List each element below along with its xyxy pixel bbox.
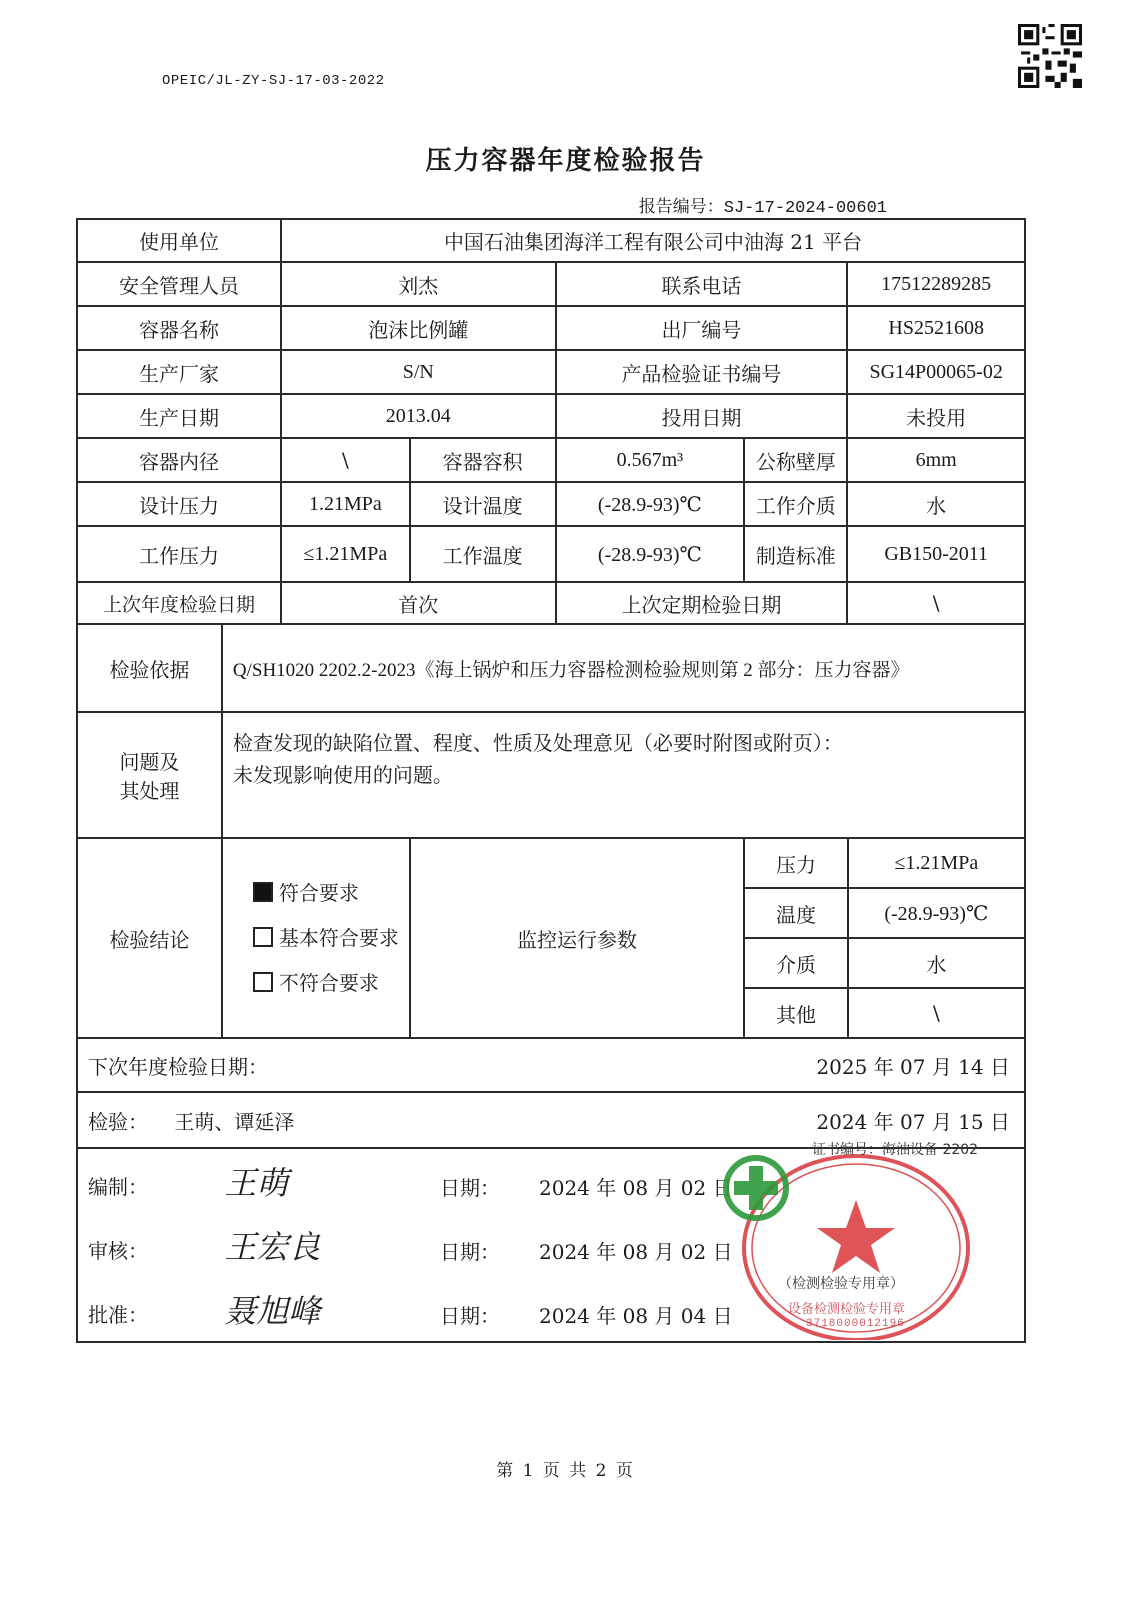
review-role: 审核：	[88, 1239, 148, 1263]
qr-code-icon	[1018, 24, 1082, 88]
safety-manager-label: 安全管理人员	[77, 262, 281, 306]
option-basically-meets[interactable]	[253, 916, 405, 961]
cert-no-value: SG14P00065-02	[847, 350, 1025, 394]
next-inspection-label: 下次年度检验日期：	[88, 1054, 268, 1079]
params-table	[745, 839, 1024, 1037]
last-annual-value: 首次	[281, 582, 555, 624]
document-code: OPEIC/JL-ZY-SJ-17-03-2022	[162, 73, 385, 89]
seal-cert-number: 证书编号：海油设备 2202	[812, 1142, 979, 1158]
approve-role: 批准：	[88, 1303, 148, 1327]
problem-label	[77, 712, 222, 838]
wall-thickness-value: 6mm	[847, 438, 1025, 482]
compile-date-label: 日期：	[440, 1176, 500, 1200]
volume-value: 0.567m³	[556, 438, 745, 482]
inner-diameter-label: 容器内径	[77, 438, 281, 482]
prod-date-value: 2013.04	[281, 394, 555, 438]
basis-value: Q/SH1020 2202.2-2023《海上锅炉和压力容器检测检验规则第 2 部分：压力容器》	[222, 624, 1025, 712]
work-temp-label: 工作温度	[410, 526, 556, 582]
monitor-params	[744, 838, 1025, 1038]
report-table	[76, 218, 1026, 1343]
signature-row-review	[77, 1213, 1025, 1277]
last-annual-label: 上次年度检验日期	[77, 582, 281, 624]
design-pressure-label: 设计压力	[77, 482, 281, 526]
review-signature: 王宏良	[224, 1228, 321, 1266]
param-pressure-label: 压力	[745, 839, 847, 888]
standard-value: GB150-2011	[847, 526, 1025, 582]
design-temp-label: 设计温度	[410, 482, 556, 526]
review-date: 2024 年 08 月 02 日	[539, 1240, 733, 1264]
problem-line-2: 未发现影响使用的问题。	[232, 763, 453, 787]
monitor-label: 监控运行参数	[410, 838, 745, 1038]
problem-line-1: 检查发现的缺陷位置、程度、性质及处理意见（必要时附图或附页）：	[232, 731, 843, 755]
param-temp-label: 温度	[745, 888, 847, 938]
page-title: 压力容器年度检验报告	[425, 146, 706, 176]
seal-sub-text: 设备检测检验专用章	[788, 1302, 906, 1317]
vessel-name-label: 容器名称	[77, 306, 281, 350]
safety-manager-value: 刘杰	[281, 262, 555, 306]
inner-diameter-value: \	[281, 438, 410, 482]
work-medium-value: 水	[847, 482, 1025, 526]
volume-label: 容器容积	[410, 438, 556, 482]
cert-no-label: 产品检验证书编号	[556, 350, 848, 394]
conclusion-options	[222, 838, 410, 1038]
phone-label: 联系电话	[556, 262, 848, 306]
inspector-names: 王萌、谭延泽	[174, 1109, 295, 1134]
compile-role: 编制：	[88, 1175, 148, 1199]
option-meets-label: 符合要求	[278, 880, 359, 905]
option-not-meets[interactable]	[253, 961, 405, 1006]
next-inspection-row	[77, 1038, 1025, 1092]
wall-thickness-label: 公称壁厚	[744, 438, 847, 482]
report-number	[639, 192, 887, 218]
param-pressure-value: ≤1.21MPa	[848, 839, 1024, 888]
problem-label-line-2: 其处理	[119, 779, 180, 803]
manufacturer-label: 生产厂家	[77, 350, 281, 394]
manufacturer-value: S/N	[281, 350, 555, 394]
report-number-value: SJ-17-2024-00601	[723, 199, 887, 218]
option-not-meets-label: 不符合要求	[278, 970, 379, 995]
report-number-label: 报告编号：	[638, 197, 724, 217]
seal-number: 3718000012196	[806, 1318, 905, 1330]
inspection-date: 2024 年 07 月 15 日	[816, 1109, 1010, 1134]
prod-date-label: 生产日期	[77, 394, 281, 438]
approve-date: 2024 年 08 月 04 日	[539, 1304, 733, 1328]
inspection-label: 检验：	[88, 1109, 148, 1134]
design-temp-value: (-28.9-93)℃	[556, 482, 745, 526]
compile-date: 2024 年 08 月 02 日	[539, 1176, 733, 1200]
checkbox-empty-icon[interactable]	[253, 927, 273, 947]
seal-center-text: （检测检验专用章）	[778, 1276, 904, 1292]
design-pressure-value: 1.21MPa	[281, 482, 410, 526]
problem-content	[222, 712, 1025, 838]
phone-value: 17512289285	[847, 262, 1025, 306]
factory-no-label: 出厂编号	[556, 306, 848, 350]
standard-label: 制造标准	[744, 526, 847, 582]
compile-signature: 王萌	[224, 1164, 289, 1202]
page-footer: 第 1 页 共 2 页	[496, 1461, 635, 1481]
approve-signature: 聂旭峰	[224, 1292, 321, 1330]
problem-label-line-1: 问题及	[119, 750, 180, 774]
work-medium-label: 工作介质	[744, 482, 847, 526]
option-basically-meets-label: 基本符合要求	[278, 925, 399, 950]
param-temp-value: (-28.9-93)℃	[848, 888, 1024, 938]
conclusion-label: 检验结论	[77, 838, 222, 1038]
param-other-label: 其他	[745, 988, 847, 1037]
param-other-value: \	[932, 1001, 940, 1025]
param-medium-value: 水	[848, 938, 1024, 988]
factory-no-value: HS2521608	[847, 306, 1025, 350]
basis-label: 检验依据	[77, 624, 222, 712]
next-inspection-date: 2025 年 07 月 14 日	[816, 1054, 1010, 1079]
approve-date-label: 日期：	[440, 1304, 500, 1328]
option-meets[interactable]	[253, 871, 405, 916]
work-pressure-value: ≤1.21MPa	[281, 526, 410, 582]
user-unit-label: 使用单位	[77, 219, 281, 262]
work-pressure-label: 工作压力	[77, 526, 281, 582]
last-periodic-label: 上次定期检验日期	[556, 582, 848, 624]
last-periodic-value: \	[847, 582, 1025, 624]
param-medium-label: 介质	[745, 938, 847, 988]
checkbox-checked-icon[interactable]	[253, 882, 273, 902]
use-date-label: 投用日期	[556, 394, 848, 438]
work-temp-value: (-28.9-93)℃	[556, 526, 745, 582]
user-unit-value: 中国石油集团海洋工程有限公司中油海 21 平台	[281, 219, 1025, 262]
use-date-value: 未投用	[847, 394, 1025, 438]
review-date-label: 日期：	[440, 1240, 500, 1264]
vessel-name-value: 泡沫比例罐	[281, 306, 555, 350]
checkbox-empty-icon[interactable]	[253, 972, 273, 992]
